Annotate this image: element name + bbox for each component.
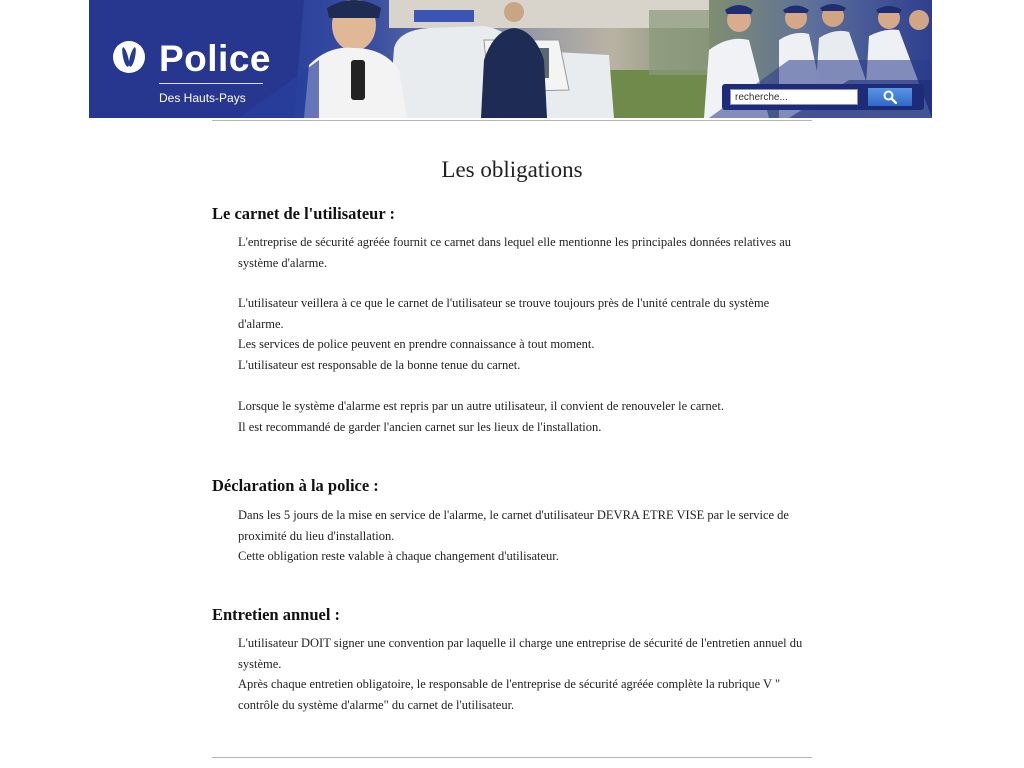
paragraph: L'utilisateur DOIT signer une convention par laquelle il charge une entreprise de sécurité de l'entretien annuel du système. [238,636,803,671]
section-heading-declaration: Déclaration à la police : [212,476,379,495]
brand-divider [159,83,263,84]
paragraph: Lorsque le système d'alarme est repris par un autre utilisateur, il convient de renouveler le carnet. [238,399,724,413]
search-input[interactable] [730,89,858,105]
header-banner [89,0,932,118]
paragraph: Cette obligation reste valable à chaque changement d'utilisateur. [238,549,559,563]
page-title: Les obligations [441,157,583,182]
top-divider [212,120,812,121]
paragraph: Il est recommandé de garder l'ancien carnet sur les lieux de l'installation. [238,420,602,434]
paragraph: L'utilisateur est responsable de la bonne tenue du carnet. [238,358,521,372]
search-button[interactable] [868,88,912,106]
brand[interactable] [111,38,271,118]
paragraph: Dans les 5 jours de la mise en service de l'alarme, le carnet d'utilisateur DEVRA ETRE VISE par le service de proximité du lieu d'installation. [238,508,789,543]
paragraph: Après chaque entretien obligatoire, le responsable de l'entreprise de sécurité agréée complète la rubrique V " contrôle du système d'alarme" du carnet de l'utilisateur. [238,677,781,712]
search-bar [722,84,924,110]
section-heading-carnet: Le carnet de l'utilisateur : [212,204,395,223]
search-icon [883,90,897,104]
paragraph: L'utilisateur veillera à ce que le carnet de l'utilisateur se trouve toujours près de l'unité centrale du système d'alarme. [238,296,770,331]
paragraph: L'entreprise de sécurité agréée fournit ce carnet dans lequel elle mentionne les principales données relatives au système d'alarme. [238,235,792,270]
police-flame-icon [113,41,145,73]
bottom-divider [212,757,812,758]
brand-name: Police [159,38,271,79]
brand-subtitle: Des Hauts-Pays [159,91,246,105]
paragraph: Les services de police peuvent en prendre connaissance à tout moment. [238,337,595,351]
section-heading-entretien: Entretien annuel : [212,605,341,624]
